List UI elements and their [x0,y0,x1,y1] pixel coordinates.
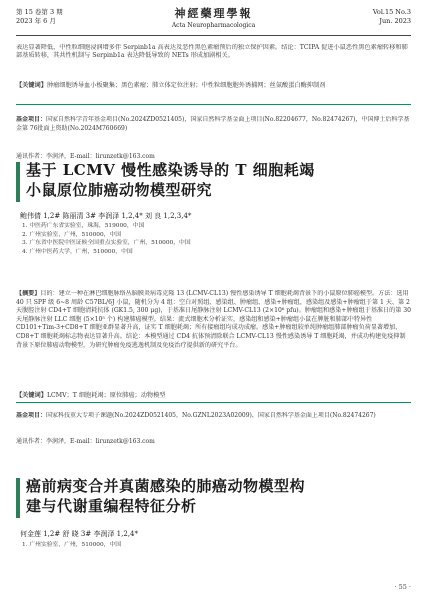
previous-abstract-tail [16,44,411,78]
previous-funding-label: 基金项目： [16,116,47,123]
issue-label: 第 15 卷第 3 期 [16,8,63,16]
previous-funding [16,116,411,146]
affiliation-4: 4. 广州中医药大学，广州，510000，中国 [22,248,133,255]
page-number: · 55 · [394,583,411,591]
header-center [16,5,411,29]
funding-label: 基金项目： [16,412,47,419]
article-1-title-line-2: 小鼠原位肺癌动物模型研究 [26,181,213,199]
article-1-title [16,160,411,202]
journal-subtitle: Acta Neuropharmacologica [171,22,256,29]
previous-abstract-text: 表达显著降低，中性粒细胞浸润增多伴 Serpinb1a 高表达及恶性黑色素瘤预后的独立保护因素。结论：TCIPA 促进小鼠恶性黑色素瘤转移和肺部基质转移，其共性机制与 Serpinb1a 表达降低导致的 NETs 形成加剧相关。 [16,44,408,60]
keywords-text: LCMV；T 细胞耗竭；原位肺癌；动物模型 [46,392,166,399]
previous-keywords [16,82,411,90]
previous-correspondence: 通讯作者：李润泽，E-mail：lirunzetk@163.com [16,153,155,160]
article-2-title [16,476,411,518]
previous-funding-text: 国家自然科学青年基金项目(No.2024ZD0521405)，国家自然科学基金面上项目(No.82204677，No.82474267)，中国博士后科学基金第 76批面上资助(No.2024M760669) [16,116,410,132]
journal-title: 神經藥理學報 [174,7,253,20]
article-1-keywords [16,390,411,399]
article-2-affiliation-1: 1. 广州实验室，广州，510000，中国 [22,542,122,548]
section-divider [16,104,411,105]
title-accent-bar [16,162,20,202]
article-1-correspondence: 通讯作者：李润泽，E-mail：lirunzetk@163.com [16,438,155,445]
abstract-text: 目的：建立一种在淋巴细胞脉络丛脑膜炎病毒克隆 13 (LCMV-CL13) 慢性感染诱导 T 细胞耗竭背景下的小鼠原位肺癌模型。方法：选用 40 只 SPF 级 6~8 周龄 C57BL/6J 小鼠，随机分为 4 组：空白对照组、感染组、肿瘤组、感染+肿瘤组，感染组及感染+肿瘤组于第 1 天、第 2 天腹腔注射 CD4+T 细胞清耗抗体 (GK1.5, 300 μg)，于基准日尾静脉注射 LCMV-CL13 (2×10⁶ pfu)。肿瘤组和感染+肿瘤组于基准日的第 30 天尾静脉注射 LLC 细胞 (5×10⁵ 个) 构建肺癌模型。结果：流式细胞术分析证实，感染组和感染+肿瘤组小鼠在脾脏和肺部中特异性 CD101+Tim-3+CD8+T 细胞亚群显著升高，证实 T 细胞耗竭；所有接瘤组均成功成瘤。感染+肿瘤组较单纯肿瘤组肺部肿瘤负荷显著增加，CD8+T 细胞耗竭标志物表达显著升高。结论：本模型通过 CD4 抗体预清除联合 LCMV-CL13 慢性感染诱导 T 细胞耗竭，并成功构建免疫抑制背景下原位肺癌动物模型，为研究肿瘤免疫逃逸机制及免疫治疗提供新的研究平台。 [16,290,411,349]
title-accent-bar-2 [16,478,20,518]
article-1-title-line-1: 基于 LCMV 慢性感染诱导的 T 细胞耗竭 [26,161,315,179]
article-2-title-line-1: 癌前病变合并真菌感染的肺癌动物模型构 [26,477,306,495]
article-1-funding [16,412,411,432]
article-2-affiliations [22,541,121,550]
keywords-label: 【关键词】 [16,392,47,399]
previous-keywords-label: 【关键词】 [16,82,47,89]
affiliation-1: 1. 中医药广东省实验室，珠海，519000，中国 [22,223,145,229]
volume-date: Jun. 2023 [379,17,411,25]
header-right [373,8,411,26]
section-divider-2 [16,402,411,403]
running-header [16,4,411,34]
article-1-affiliations [22,222,191,256]
header-divider [16,35,411,36]
affiliation-2: 2. 广州实验室，广州，510000，中国 [22,231,122,238]
article-1-authors: 鲍伟倩 1,2# 陈丽清 3# 李润泽 1,2,4* 刘 良 1,2,3,4* [20,212,192,220]
article-1-abstract [16,290,411,386]
funding-text: 国家科技重大专项子课题(No.2024ZD0521405，No.GZNL2023A02009)，国家自然科学基金面上项目(No.82474267) [46,412,376,419]
previous-keywords-text: 肿瘤细胞诱导血小板聚集；黑色素瘤；肺立体定位注射；中性粒细胞胞外诱捕网；丝氨酸蛋白酶抑制剂 [46,82,326,89]
volume-label: Vol.15 No.3 [372,8,411,16]
affiliation-3: 3. 广东省中医院中医证候全国重点实验室，广州，510000，中国 [22,240,191,247]
issue-date: 2023 年 6 月 [16,17,56,25]
article-2-title-line-2: 建与代谢重编程特征分析 [26,497,197,515]
abstract-label: 【摘要】 [16,290,41,297]
article-2-authors: 何金莲 1,2# 舒 晓 3# 李润泽 1,2,4* [20,530,138,538]
